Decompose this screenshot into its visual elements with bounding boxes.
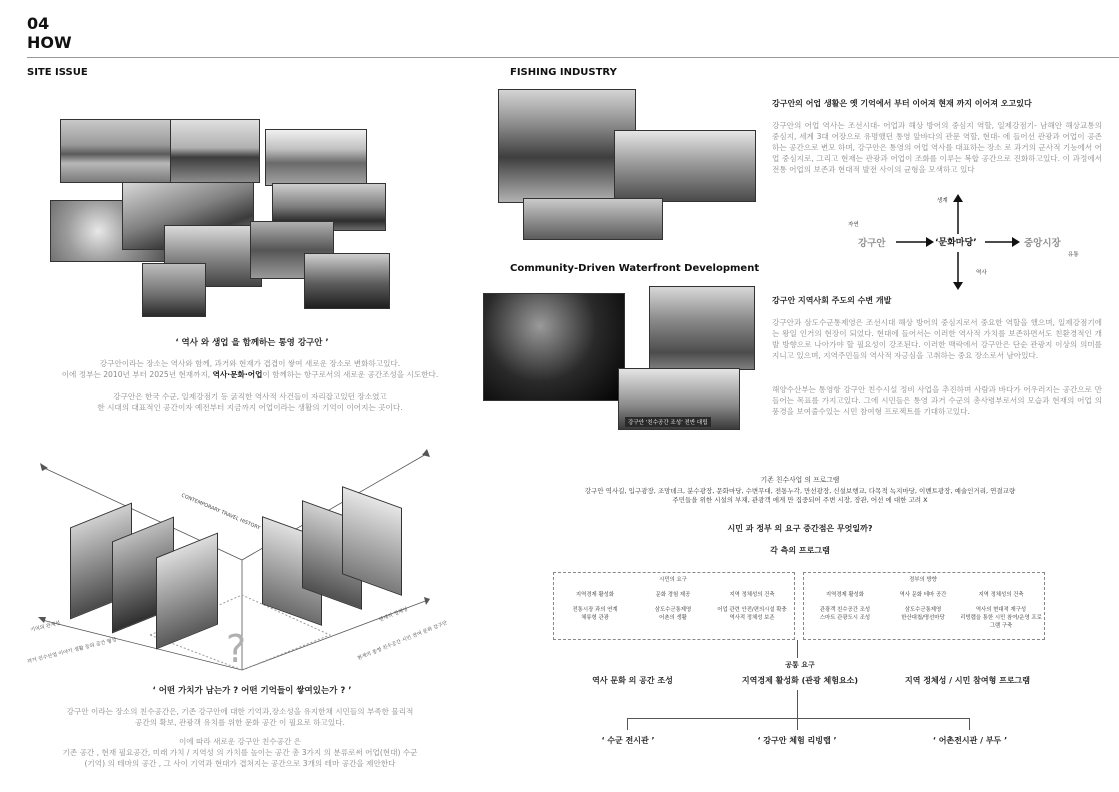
common-needs-title: 공통 요구 bbox=[785, 661, 815, 669]
flow-left-node: 강구안 bbox=[858, 238, 886, 249]
fish-market-photo bbox=[614, 130, 756, 202]
p1-line2-post: 이 함께하는 항구로서의 새로운 공간조성을 시도한다. bbox=[262, 370, 439, 379]
waterfront-aerial-photo bbox=[649, 286, 755, 370]
final-space-3: ‘ 어촌전시관 / 부두 ’ bbox=[932, 736, 1008, 745]
site-issue-p1-line2 bbox=[0, 369, 500, 380]
site-issue-paragraph-1 bbox=[0, 358, 500, 380]
question-mark: ? bbox=[226, 627, 247, 671]
citizen-item: 문화 경험 제공 bbox=[655, 592, 691, 598]
existing-line1: 강구안 역사길, 입구광장, 조망데크, 분수광장, 문화마당, 수변무대, 전통누각, 만선광장, 신설보행교, 다목적 녹지마당, 이벤트광장, 예술인거리, 연결교량 bbox=[584, 487, 1016, 495]
connector-bar bbox=[627, 718, 970, 719]
flow-down-label: 역사 bbox=[976, 270, 987, 276]
gov-col-3 bbox=[960, 591, 1042, 630]
fishing-industry-heading: FISHING INDUSTRY bbox=[510, 67, 617, 78]
axis-right-label-2: 현재의 통영 친수공간 시민 참여 문화 강구안 bbox=[356, 620, 449, 662]
axonometric-diagram bbox=[26, 445, 450, 675]
citizen-item: 전통시장 과의 연계 bbox=[572, 607, 618, 613]
connector-line bbox=[797, 640, 798, 658]
program-question: 시민 과 정부 의 요구 중간점은 무엇일까? bbox=[727, 524, 873, 533]
existing-line2: 주민들을 위한 시설의 부재, 관광객 에게 만 집중되어 주변 시장, 장관, 어선 에 대한 고려 X bbox=[672, 496, 928, 504]
citizen-item: 지역경제 활성화 bbox=[575, 592, 615, 598]
harbor-photo-2 bbox=[170, 119, 260, 183]
gov-item: 지역 정체성의 건축 bbox=[978, 592, 1024, 598]
bottom-left-quote: ‘ 어떤 가치가 남는가 ? 어떤 기억들이 쌓여있는가 ? ’ bbox=[152, 686, 352, 696]
bottom-left-paragraph bbox=[0, 706, 480, 769]
axis-right-label-1: 현재의 정체성 bbox=[378, 606, 409, 624]
common-item-2: 지역경제 활성화 (관광 체험요소) bbox=[741, 676, 859, 685]
final-space-1: ‘ 수군 전시관 ’ bbox=[601, 736, 655, 745]
harbor-photo-1 bbox=[60, 119, 180, 183]
government-head: 정부의 방향 bbox=[909, 577, 937, 583]
community-body-2: 해양수산부는 통영항 강구안 친수시설 정비 사업을 추진하며 사람과 바다가 어우러지는 공간으로 만들어는 목표를 가지고있다. 그에 시민들은 통영 과거 수군의 총사령부로서의 모습과 현재의 어업 의 풍경을 보여줄수있는 시민 참여형 프로젝트를 기대하고있다. bbox=[772, 385, 1102, 416]
gov-col-1 bbox=[806, 591, 884, 622]
header-divider bbox=[27, 57, 1119, 58]
night-ship-photo bbox=[483, 293, 625, 401]
citizen-item: 지역 정체성의 건축 bbox=[729, 592, 775, 598]
axis-top-label: CONTEMPORARY TRAVEL HISTORY bbox=[180, 492, 261, 532]
gov-item: 지역경제 활성화 bbox=[825, 592, 865, 598]
p1-line2-highlight: 역사·문화·어업 bbox=[212, 370, 263, 379]
bl-line5: (기억) 의 테마의 공간 , 그 사이 기억과 현대가 겹쳐지는 공간으로 3개의 테마 공간을 제안한다 bbox=[84, 759, 396, 768]
gov-item: 한산대첩/명선마당 bbox=[901, 615, 945, 621]
section-title: HOW bbox=[27, 33, 72, 52]
common-item-1: 역사 문화 의 공간 조성 bbox=[592, 676, 673, 685]
citizen-item: 체류형 관광 bbox=[581, 615, 609, 621]
site-issue-paragraph-2 bbox=[0, 391, 500, 413]
citizen-item: 어촌의 생활 bbox=[659, 615, 687, 621]
village-photo bbox=[142, 263, 206, 317]
section-header bbox=[27, 14, 72, 52]
community-title: 강구안 지역사회 주도의 수변 개발 bbox=[772, 296, 892, 305]
news-photo bbox=[618, 368, 740, 430]
connector-drop-3 bbox=[969, 718, 970, 730]
flow-up-label: 생계 bbox=[937, 198, 948, 204]
citizen-col-1 bbox=[556, 591, 634, 622]
gov-item: 역사의 현대적 재구성 bbox=[975, 607, 1027, 613]
flow-right-node: 중앙시장 bbox=[1024, 238, 1061, 249]
gov-item: 역사 문화 테마 공간 bbox=[899, 592, 947, 598]
gov-item: 스마트 관광도시 조성 bbox=[819, 615, 871, 621]
flow-diagram bbox=[840, 192, 1080, 292]
site-issue-quote: ‘ 역사 와 생업 을 함께하는 통영 강구안 ’ bbox=[175, 338, 329, 348]
site-photo-collage bbox=[50, 115, 390, 315]
gov-item: 관광객 친수공간 조성 bbox=[819, 607, 871, 613]
gov-col-2 bbox=[884, 591, 962, 622]
citizen-col-3 bbox=[710, 591, 794, 622]
bl-line3: 이에 따라 새로운 강구안 친수공간 은 bbox=[178, 737, 302, 746]
flow-nature-label: 자연 bbox=[848, 222, 859, 228]
citizen-item: 삼도수군통제영 bbox=[654, 607, 692, 613]
p1-line2-pre: 이에 정부는 2010년 부터 2025년 현재까지, bbox=[61, 370, 211, 379]
common-item-3: 지역 정체성 / 시민 참여형 프로그램 bbox=[904, 676, 1031, 685]
program-sides-title: 각 측의 프로그램 bbox=[770, 546, 830, 555]
section-number: 04 bbox=[27, 14, 50, 33]
site-issue-p2-line1: 강구안은 한국 수군, 일제강점기 등 굵직한 역사적 사건들이 자리잡고있던 장소였고 bbox=[113, 392, 387, 401]
flow-center-node: ‘문화마당’ bbox=[935, 238, 977, 248]
temple-photo bbox=[265, 129, 367, 186]
site-issue-p1-line1: 강구안이라는 장소는 역사와 함께, 과거와 현재가 겹겹이 쌓여 새로운 장소로 변화하고있다. bbox=[99, 359, 401, 368]
news-caption: 강구안 ‘친수공간 조성’ 전반 대립 bbox=[625, 417, 711, 427]
final-space-2: ‘ 강구안 체험 리빙랩 ’ bbox=[757, 736, 837, 745]
bl-line4: 기존 공간 , 현재 필요공간, 미래 가치 / 지역성 의 가치를 높이는 공간 총 3가지 의 분류로써 어업(현대) 수군 bbox=[62, 748, 418, 757]
community-body-1: 강구안과 삼도수군통제영은 조선시대 해상 방어의 중심지로서 중요한 역할을 했으며, 일제강점기에는 왕일 인거의 현장이 되었다. 현대에 들어서는 이러한 역사적 가치를 보존하면서도 친환경적인 개발 방향으로 나아가야 할 필요성이 강조된다. 이러한 맥락에서 강구안은 단순 관광지 이상의 의미를 지니고 있으며, 지역주민들의 역사적 자긍심을 고취하는 중요 장소로서 남아있다. bbox=[772, 318, 1102, 360]
citizen-col-2 bbox=[634, 591, 712, 622]
fishing-body: 강구안의 어업 역사는 조선시대- 어업과 해상 방어의 중심지 역할, 일제강점기- 남해안 해상교통의 중심지, 세계 3대 어장으로 유명했던 통영 앞바다의 관문 역할, 현대- 에 들어선 관광과 어업이 공존하는 공간으로 변모 하며, 강구안은 통영의 어업 역사를 대표하는 장소 로 과거의 군사적 기능에서 어업 중심지로, 그리고 현재는 관광과 어업이 조화를 이루는 복합 공간으로 진화하고있다. 이 과정에서 전통 어업의 보존과 현대적 발전 사이의 균형을 모색하고 있다 bbox=[772, 121, 1102, 174]
connector-stem bbox=[797, 690, 798, 718]
boats-dock-photo bbox=[523, 198, 663, 240]
site-issue-heading: SITE ISSUE bbox=[27, 67, 88, 78]
existing-program-title: 기존 친수사업 의 프로그램 bbox=[760, 476, 840, 484]
axis-left-label-1: 기억의 관계성 bbox=[29, 620, 61, 634]
citizen-item: 역사적 정체성 보존 bbox=[729, 615, 775, 621]
bl-line1: 강구안 이라는 장소의 친수공간은, 기존 강구안에 대한 기억과,장소성을 유지한채 시민들의 부족한 물리적 bbox=[66, 707, 414, 716]
gov-item: 리빙랩을 통한 시민 참여/운영 프로그램 구축 bbox=[960, 615, 1042, 629]
connector-drop-2 bbox=[797, 718, 798, 730]
connector-drop-1 bbox=[627, 718, 628, 730]
flow-right-sub: 유통 bbox=[1068, 252, 1079, 258]
axis-left-label-2: 과거 친수산업 이야기 생활 등의 공간 형성 bbox=[26, 636, 118, 665]
site-issue-p2-line2: 한 시대의 대표적인 공간이자 예전부터 지금까지 어업이라는 생활의 기억이 이어지는 곳이다. bbox=[97, 403, 403, 412]
fishing-boats-photo bbox=[304, 253, 390, 309]
existing-program-list bbox=[520, 487, 1080, 505]
gov-item: 삼도수군통제영 bbox=[904, 607, 942, 613]
fishing-title: 강구안의 어업 생활은 옛 기억에서 부터 이어져 현재 까지 이어져 오고있다 bbox=[772, 99, 1032, 108]
community-heading: Community-Driven Waterfront Development bbox=[510, 263, 760, 274]
bl-line2: 공간의 확보, 관광객 유치를 위한 문화 공간 이 필요로 하고있다. bbox=[135, 718, 345, 727]
citizen-head: 시민의 요구 bbox=[659, 577, 687, 583]
citizen-item: 어업 관련 안전/편의시설 확충 bbox=[717, 607, 787, 613]
